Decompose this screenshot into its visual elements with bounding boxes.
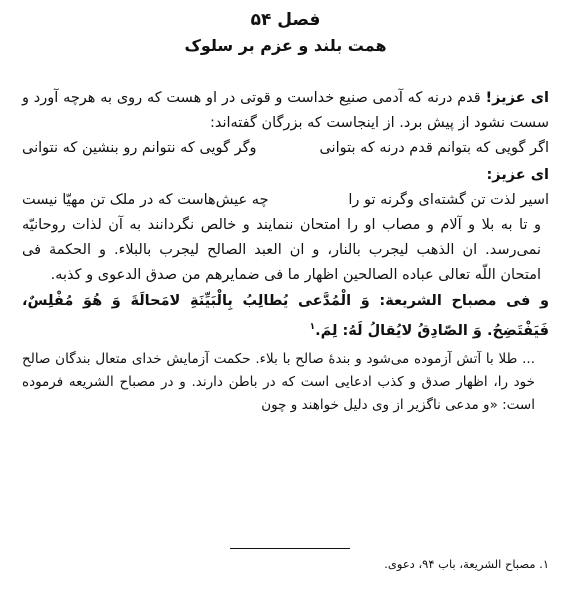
footnote-divider [230, 548, 350, 549]
footnote-marker: ۱ [309, 322, 316, 332]
translation-quote: ... طلا با آتش آزموده می‌شود و بندهٔ صالح با بلاء. حکمت آزمایش خدای متعال بندگان صالح خود را، اظهار صدق و کذب ادعایی است که در باطن دارند. و در مصباح الشریعه فرموده است: «و مدعی ناگزیر از وی دلیل خواهند و چون [22, 350, 535, 413]
verse-1 [22, 136, 549, 161]
verse-1-hemistich-left: وگر گویی که نتوانم رو بنشین که نتوانی [22, 140, 257, 156]
paragraph-3: و تا به بلا و آلام و مصاب او را امتحان ننمایند و خالص نگردانند به آن لذات روحانیّه نمی‌رسد. ان الذهب لیجرب بالنار، و ان العبد الصالح لیجرب بالبلاء. و الحکمة فی امتحان اللّه تعالی عباده الصالحین اظهار ما فی ضمایرهم من صدق الدعوی و کذبه. [22, 217, 541, 283]
paragraph-4 [22, 288, 549, 344]
verse-1-hemistich-right: اگر گویی که بتوانم قدم درنه که بتوانی [319, 140, 549, 156]
paragraph-1 [22, 86, 549, 136]
chapter-number: فصل ۵۴ [250, 10, 321, 30]
chapter-title: همت بلند و عزم بر سلوک [184, 36, 387, 55]
paragraph-1-label: ای عزیز! [485, 90, 550, 106]
arabic-quotation: وَ الْمُدَّعی یُطالِبُ بِالْبَیِّنَةِ لامَحالَةَ وَ هُوَ مُفْلِسٌ، فَیَفْتَضِحُ. وَ الصّادِقُ لایُقالُ لَهُ: لِمَ. [22, 293, 549, 339]
verse-2-hemistich-left: چه عیش‌هاست که در ملک تن مهیّا نیست [22, 192, 269, 208]
page-body [22, 86, 549, 417]
verse-2-hemistich-right: اسیر لذت تن گشته‌ای و‌گرنه تو را [348, 192, 549, 208]
paragraph-1-text: قدم درنه که آدمی صنیع خداست و قوتی در او هست که روی به هرچه آورد و سست نشود از پیش برد. از اینجاست که بزرگان گفته‌اند: [22, 90, 549, 131]
paragraph-2-label: ای عزیز: [486, 167, 549, 183]
verse-2 [22, 188, 549, 213]
paragraph-4-prefix: و فی مصباح الشریعة: [379, 293, 550, 309]
footnote: ۱. مصباح الشریعة، باب ۹۴، دعوی. [384, 557, 549, 571]
